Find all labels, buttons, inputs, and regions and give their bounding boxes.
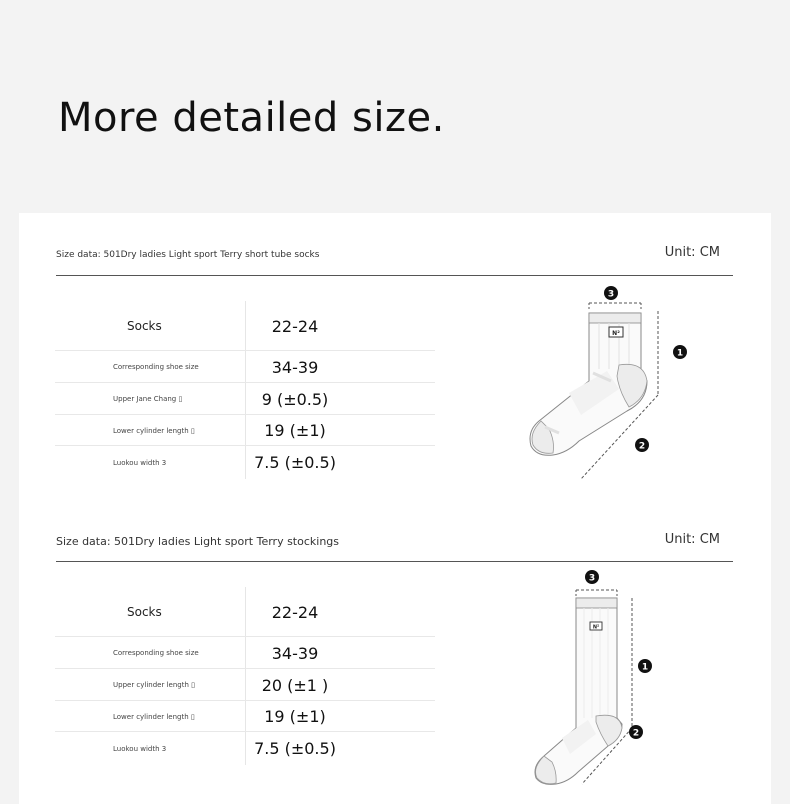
row-label: Luokou width 3 xyxy=(113,458,167,467)
size-card xyxy=(19,213,771,804)
marker-3-icon xyxy=(604,286,618,300)
table-row xyxy=(55,732,435,765)
row-label: Upper Jane Chang ▯ xyxy=(113,395,183,403)
page-title: More detailed size. xyxy=(58,95,445,141)
table-row xyxy=(55,446,435,479)
size-table xyxy=(55,301,435,479)
section-divider xyxy=(56,561,733,562)
row-label: Lower cylinder length ▯ xyxy=(113,712,195,721)
row-value: 7.5 (±0.5) xyxy=(254,739,336,758)
row-label: Socks xyxy=(127,605,162,619)
table-row xyxy=(55,383,435,415)
row-value: 20 (±1 ) xyxy=(261,675,329,695)
row-label: Corresponding shoe size xyxy=(113,649,199,657)
row-label: Luokou width 3 xyxy=(113,744,167,753)
row-label: Lower cylinder length ▯ xyxy=(113,426,195,435)
marker-2-icon xyxy=(629,725,643,739)
table-row xyxy=(55,637,435,669)
short-sock-diagram xyxy=(519,281,709,486)
marker-1-icon xyxy=(638,659,652,673)
row-label: Upper cylinder length ▯ xyxy=(113,681,195,689)
marker-3-icon xyxy=(585,570,599,584)
table-row xyxy=(55,301,435,351)
row-value: 34-39 xyxy=(271,357,319,377)
row-value: 34-39 xyxy=(271,643,319,663)
section-title: Size data: 501Dry ladies Light sport Terry short tube socks xyxy=(56,250,320,260)
stocking-logo: N² xyxy=(592,624,600,631)
stocking-diagram xyxy=(524,568,699,790)
table-row xyxy=(55,669,435,701)
unit-label: Unit: CM xyxy=(664,245,720,260)
svg-text:3: 3 xyxy=(607,289,615,300)
size-section-stockings xyxy=(19,503,771,803)
svg-text:2: 2 xyxy=(638,441,646,452)
svg-text:1: 1 xyxy=(676,348,684,359)
row-value: 9 (±0.5) xyxy=(261,389,329,409)
table-row xyxy=(55,701,435,732)
row-value: 19 (±1) xyxy=(264,421,326,440)
row-label: Socks xyxy=(127,319,162,333)
size-table xyxy=(55,587,435,765)
row-value: 7.5 (±0.5) xyxy=(254,453,336,472)
svg-text:2: 2 xyxy=(632,728,640,739)
size-section-short xyxy=(19,213,771,503)
section-divider xyxy=(56,275,733,276)
table-row xyxy=(55,351,435,383)
row-label: Corresponding shoe size xyxy=(113,363,199,371)
sock-logo: N² xyxy=(612,330,620,337)
marker-2-icon xyxy=(635,438,649,452)
marker-1-icon xyxy=(673,345,687,359)
row-value: 19 (±1) xyxy=(264,707,326,726)
section-title: Size data: 501Dry ladies Light sport Terry stockings xyxy=(56,535,340,548)
table-row xyxy=(55,415,435,446)
unit-label: Unit: CM xyxy=(664,532,720,547)
svg-text:1: 1 xyxy=(641,662,649,673)
table-row xyxy=(55,587,435,637)
row-value: 22-24 xyxy=(271,602,319,622)
row-value: 22-24 xyxy=(271,316,319,336)
svg-text:3: 3 xyxy=(588,573,596,584)
